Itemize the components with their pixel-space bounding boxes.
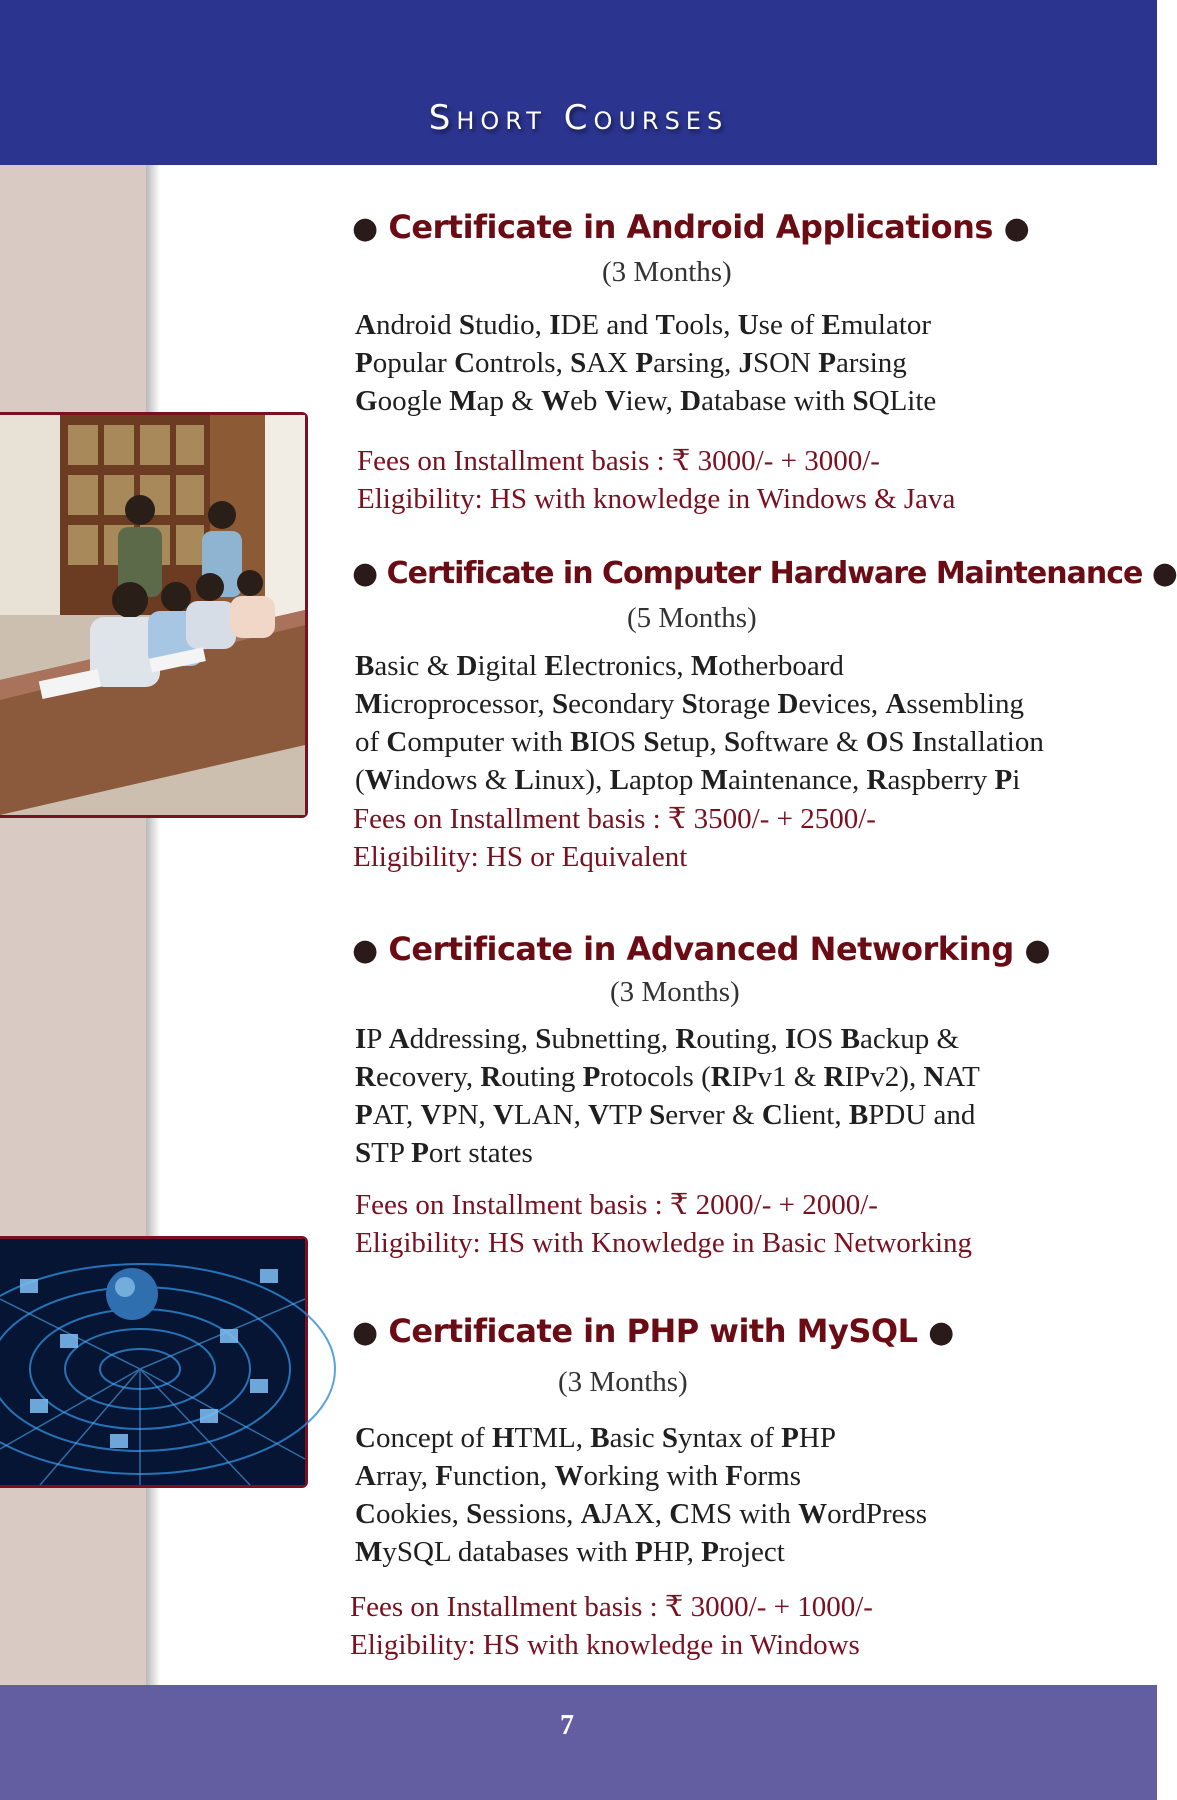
fees-text: Fees on Installment basis : ₹ 3000/- + 1000/- [350, 1591, 873, 1623]
topic-line: (Windows & Linux), Laptop Maintenance, Raspberry Pi [355, 764, 1021, 796]
course-title: ● Certificate in Computer Hardware Maintenance ● [352, 556, 1177, 591]
bullet-icon: ● [352, 1315, 378, 1350]
course-duration: (5 Months) [627, 602, 757, 634]
topic-line: Array, Function, Working with Forms [355, 1460, 801, 1492]
header-band [0, 0, 1157, 165]
course-topics [355, 647, 1044, 799]
topic-line: Concept of HTML, Basic Syntax of PHP [355, 1422, 836, 1454]
bullet-icon: ● [1003, 211, 1030, 246]
course-duration: (3 Months) [610, 976, 740, 1008]
topic-line: Android Studio, IDE and Tools, Use of Emulator [355, 309, 932, 341]
course-topics [355, 1020, 980, 1172]
bullet-icon: ● [352, 933, 378, 968]
course-fee-info [350, 1588, 873, 1664]
course-duration: (3 Months) [558, 1366, 688, 1398]
topic-line: PAT, VPN, VLAN, VTP Server & Client, BPDU and [355, 1099, 976, 1131]
page-number: 7 [560, 1710, 574, 1741]
topic-line: MySQL databases with PHP, Project [355, 1536, 785, 1568]
network-globe-image [0, 1236, 308, 1488]
topic-line: of Computer with BIOS Setup, Software & OS Installation [355, 726, 1044, 758]
topic-line: Microprocessor, Secondary Storage Devices, Assembling [355, 688, 1024, 720]
course-duration: (3 Months) [602, 256, 732, 288]
fees-text: Fees on Installment basis : ₹ 3000/- + 3000/- [357, 445, 880, 477]
topic-line: Google Map & Web View, Database with SQLite [355, 385, 937, 417]
page-title: Short Courses [428, 98, 729, 138]
footer-band [0, 1685, 1157, 1800]
bullet-icon: ● [1024, 933, 1051, 968]
course-topics [355, 1419, 927, 1571]
bullet-icon: ● [352, 556, 378, 591]
topic-line: STP Port states [355, 1137, 533, 1169]
bullet-icon: ● [352, 211, 378, 246]
course-fee-info [355, 1186, 972, 1262]
eligibility-text: Eligibility: HS with Knowledge in Basic Networking [355, 1227, 973, 1259]
course-title: ● Certificate in Android Applications ● [352, 208, 1030, 246]
course-fee-info [357, 442, 955, 518]
topic-line: Cookies, Sessions, AJAX, CMS with WordPress [355, 1498, 928, 1530]
bullet-icon: ● [928, 1315, 954, 1350]
fees-text: Fees on Installment basis : ₹ 3500/- + 2500/- [353, 803, 876, 835]
course-title: ● Certificate in Advanced Networking ● [352, 930, 1051, 968]
eligibility-text: Eligibility: HS with knowledge in Windows [350, 1629, 860, 1661]
eligibility-text: Eligibility: HS or Equivalent [353, 841, 688, 873]
course-hardware [352, 556, 1177, 591]
eligibility-text: Eligibility: HS with knowledge in Windows & Java [357, 483, 956, 515]
topic-line: Popular Controls, SAX Parsing, JSON Parsing [355, 347, 907, 379]
topic-line: Basic & Digital Electronics, Motherboard [355, 650, 844, 682]
course-android [352, 208, 1112, 246]
classroom-photo [0, 412, 308, 818]
course-php [352, 1312, 1112, 1350]
fees-text: Fees on Installment basis : ₹ 2000/- + 2000/- [355, 1189, 878, 1221]
topic-line: Recovery, Routing Protocols (RIPv1 & RIPv2), NAT [355, 1061, 980, 1093]
course-fee-info [353, 800, 876, 876]
course-title: ● Certificate in PHP with MySQL ● [352, 1312, 954, 1350]
bullet-icon: ● [1151, 556, 1177, 591]
course-networking [352, 930, 1112, 968]
topic-line: IP Addressing, Subnetting, Routing, IOS Backup & [355, 1023, 960, 1055]
course-topics [355, 306, 936, 420]
